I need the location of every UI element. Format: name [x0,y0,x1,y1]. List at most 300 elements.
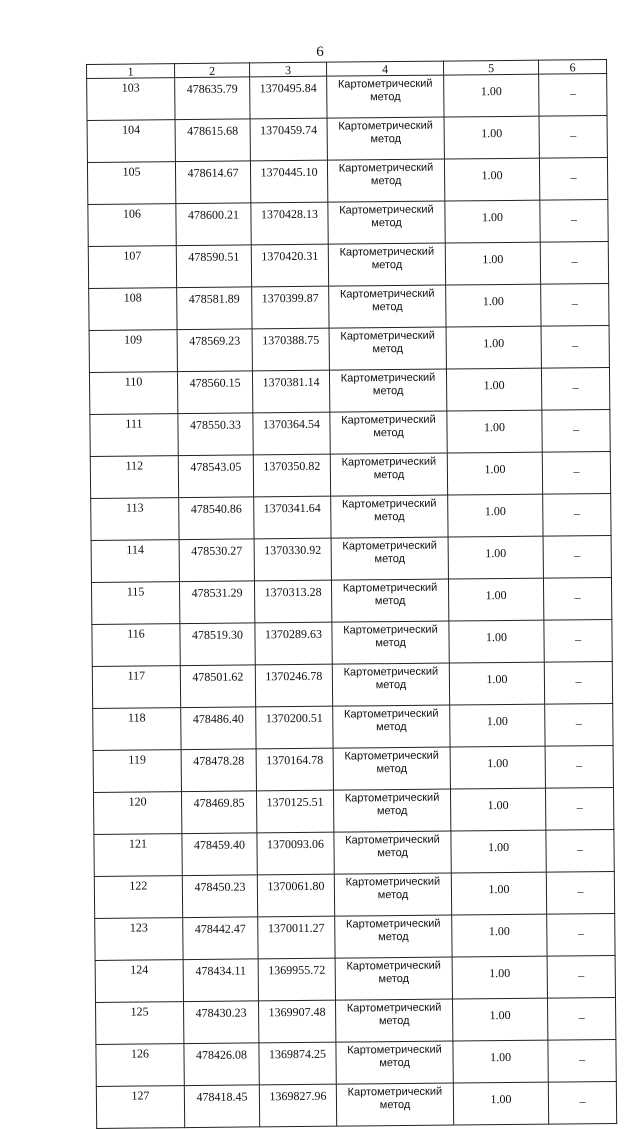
method-cell [331,537,448,580]
method-cell [332,621,449,664]
note-cell [539,157,607,200]
point-number-text: 106 [122,206,142,221]
method-text: Картометрический [342,539,437,553]
precision-cell [448,494,543,537]
x-coordinate-text: 478590.51 [188,249,240,265]
point-number-text: 103 [121,80,140,95]
x-coordinate-text: 478486.40 [192,711,244,727]
note-cell [541,367,609,410]
point-number-text: 117 [127,668,146,683]
method-cell [333,705,450,748]
method-text: Картометрический [341,455,437,469]
y-coordinate-text: 1370495.84 [259,80,317,96]
x-coordinate-text: 478434.11 [195,963,247,978]
y-coordinate-cell [250,160,327,203]
x-coordinate-cell [181,749,256,792]
x-coordinate-cell [178,413,253,456]
precision-cell [446,368,541,411]
precision-text: 1.00 [482,252,504,267]
x-coordinate-text: 478550.33 [189,417,242,433]
method-text: Картометрический [338,119,433,133]
point-number-text: 111 [125,416,143,431]
y-coordinate-cell [258,916,335,959]
precision-cell [446,326,541,369]
note-text: – [574,548,581,563]
method-text: Картометрический [344,749,439,763]
x-coordinate-cell [175,77,250,120]
precision-text: 1.00 [487,755,509,771]
method-text: Картометрический [347,1085,443,1099]
y-coordinate-cell [254,580,331,623]
note-cell [546,829,614,872]
method-text: Картометрический [347,1043,442,1057]
x-coordinate-text: 478614.67 [187,165,239,181]
method-cell [328,201,445,244]
method-cell [335,999,452,1042]
point-number-text: 114 [126,542,145,557]
x-coordinate-text: 478569.23 [189,333,241,349]
table-row [91,493,611,540]
y-coordinate-cell [254,496,331,539]
note-cell [545,703,613,746]
x-coordinate-text: 478635.79 [186,81,238,97]
precision-cell [453,1082,548,1125]
note-text: – [575,716,582,731]
method-text: Картометрический [345,833,440,847]
table-row [89,367,609,414]
x-coordinate-cell [183,917,258,960]
table-row [90,451,610,498]
point-number-cell [88,246,176,289]
method-cell [331,579,448,622]
method-cell [333,789,450,832]
method-cell [330,453,447,496]
x-coordinate-cell [179,539,254,582]
precision-text: 1.00 [490,1091,512,1107]
x-coordinate-cell [180,665,255,708]
x-coordinate-cell [176,203,251,246]
point-number-cell [90,456,178,499]
note-cell [548,1039,616,1082]
x-coordinate-cell [179,581,254,624]
y-coordinate-text: 1370246.78 [265,668,323,684]
note-text: – [578,968,585,983]
y-coordinate-cell [253,454,330,497]
y-coordinate-cell [259,1000,336,1043]
point-number-cell [90,414,178,457]
point-number-cell [87,120,175,163]
point-number-cell [93,792,181,835]
method-text: метод [375,678,407,692]
table-row [95,913,615,960]
x-coordinate-text: 478600.21 [187,207,240,223]
precision-text: 1.00 [480,84,502,99]
y-coordinate-cell [256,790,333,833]
precision-cell [444,116,539,159]
precision-cell [451,872,546,915]
note-text: – [576,800,583,815]
method-cell [329,327,446,370]
method-cell [327,159,444,202]
x-coordinate-cell [184,1043,259,1086]
precision-text: 1.00 [488,923,510,939]
precision-cell [448,578,543,621]
x-coordinate-cell [181,707,256,750]
point-number-text: 127 [131,1088,150,1103]
precision-cell [447,452,542,495]
note-text: – [577,884,584,899]
y-coordinate-cell [252,328,329,371]
y-coordinate-text: 1369955.72 [268,962,326,978]
method-text: метод [377,846,408,860]
x-coordinate-text: 478459.40 [193,837,246,852]
method-text: метод [372,300,403,314]
method-cell [336,1041,453,1084]
x-coordinate-text: 478469.85 [193,795,245,811]
precision-text: 1.00 [486,713,508,729]
method-text: метод [376,762,408,776]
precision-text: 1.00 [484,461,506,477]
note-text: – [575,674,582,689]
point-number-cell [95,918,183,961]
point-number-text: 120 [128,794,147,809]
precision-text: 1.00 [481,210,504,225]
precision-cell [452,956,547,999]
method-text: Картометрический [346,1001,442,1015]
note-cell [546,871,614,914]
method-text: метод [370,90,401,104]
x-coordinate-cell [181,791,256,834]
note-cell [540,241,608,284]
precision-cell [444,74,539,117]
method-text: Картометрический [346,959,441,973]
point-number-text: 125 [130,1004,149,1019]
x-coordinate-cell [182,875,257,918]
y-coordinate-cell [256,748,333,791]
y-coordinate-cell [255,664,332,707]
method-text: метод [376,804,408,818]
note-text: – [579,1052,586,1067]
method-cell [331,495,448,538]
method-text: Картометрический [339,203,434,217]
method-cell [328,243,445,286]
y-coordinate-text: 1370289.63 [264,626,323,642]
method-cell [336,1083,453,1126]
precision-text: 1.00 [481,168,503,183]
y-coordinate-text: 1370459.74 [260,122,318,138]
point-number-cell [93,708,181,751]
note-cell [545,745,613,788]
y-coordinate-text: 1369907.48 [268,1004,326,1020]
y-coordinate-text: 1370011.27 [267,920,325,936]
x-coordinate-text: 478519.30 [191,627,244,643]
table-row [91,577,611,624]
table-row [92,661,612,708]
method-cell [329,285,446,328]
page-number: 6 [316,44,324,60]
note-cell [539,74,607,117]
y-coordinate-text: 1370420.31 [261,248,319,264]
note-text: – [576,758,583,773]
table-row [89,325,609,372]
table-row [96,1081,616,1128]
precision-text: 1.00 [486,671,508,687]
method-cell [327,75,444,118]
method-text: Картометрический [340,371,436,385]
precision-cell [447,410,542,453]
y-coordinate-text: 1369827.96 [269,1088,327,1104]
precision-text: 1.00 [489,1049,512,1065]
note-text: – [577,926,584,941]
point-number-text: 122 [129,878,148,893]
note-text: – [570,128,577,143]
table-row [96,1039,616,1086]
x-coordinate-cell [175,161,250,204]
table-row [88,241,608,288]
method-text: Картометрический [343,665,439,679]
method-text: Картометрический [345,875,441,889]
point-number-cell [92,624,180,667]
point-number-cell [89,372,177,415]
x-coordinate-text: 478543.05 [190,459,242,475]
x-coordinate-cell [180,623,255,666]
point-number-cell [87,78,175,121]
table-row [87,116,607,163]
precision-cell [445,242,540,285]
y-coordinate-cell [253,412,330,455]
x-coordinate-text: 478530.27 [191,543,243,559]
note-cell [541,283,609,326]
y-coordinate-cell [255,622,332,665]
method-text: метод [376,720,407,734]
table-row [95,955,615,1002]
precision-cell [449,662,544,705]
coordinates-table [86,59,617,1129]
point-number-cell [96,1002,184,1045]
table-row [93,703,613,750]
point-number-text: 116 [127,626,145,641]
y-coordinate-text: 1370350.82 [263,458,321,474]
note-text: – [571,254,578,269]
point-number-text: 105 [122,164,141,179]
method-text: Картометрический [342,581,438,595]
y-coordinate-cell [259,1042,336,1085]
precision-cell [451,830,546,873]
point-number-cell [94,834,182,877]
method-text: Картометрический [345,917,441,931]
note-cell [541,325,609,368]
method-text: Картометрический [343,623,438,637]
method-text: метод [370,132,402,146]
x-coordinate-text: 478531.29 [191,585,243,601]
method-text: Картометрический [339,245,435,259]
y-coordinate-text: 1370364.54 [262,416,321,432]
precision-cell [444,158,539,201]
x-coordinate-text: 478418.45 [196,1089,248,1104]
point-number-cell [91,498,179,541]
point-number-cell [95,960,183,1003]
note-cell [543,493,611,536]
precision-cell [449,620,544,663]
point-number-cell [91,582,179,625]
precision-text: 1.00 [484,503,506,519]
column-header: 3 [249,62,326,77]
note-text: – [571,296,578,311]
y-coordinate-cell [252,370,329,413]
precision-text: 1.00 [483,335,505,351]
y-coordinate-cell [257,874,334,917]
precision-cell [446,284,541,327]
method-text: метод [372,342,404,356]
point-number-cell [89,288,177,331]
table-row [88,199,608,246]
y-coordinate-text: 1369874.25 [268,1046,327,1062]
x-coordinate-cell [178,455,253,498]
point-number-text: 123 [129,920,148,935]
method-text: метод [371,258,403,272]
x-coordinate-cell [184,1085,259,1128]
table-row [93,745,613,792]
precision-cell [450,788,545,831]
method-text: метод [377,888,409,902]
point-number-text: 109 [124,332,143,347]
method-cell [335,957,452,1000]
note-cell [547,997,615,1040]
precision-text: 1.00 [485,587,507,603]
point-number-cell [94,876,182,919]
x-coordinate-text: 478501.62 [192,669,244,685]
method-text: Картометрический [339,287,435,301]
y-coordinate-cell [254,538,331,581]
precision-text: 1.00 [482,294,504,309]
x-coordinate-text: 478426.08 [195,1047,248,1062]
precision-cell [452,914,547,957]
x-coordinate-cell [177,371,252,414]
column-header: 2 [175,63,250,78]
y-coordinate-text: 1370381.14 [262,374,320,390]
x-coordinate-text: 478442.47 [194,921,246,936]
method-text: метод [378,972,410,986]
precision-text: 1.00 [487,839,510,855]
y-coordinate-cell [259,1084,336,1127]
precision-text: 1.00 [488,881,510,897]
method-cell [334,831,451,874]
note-text: – [578,1010,585,1025]
y-coordinate-text: 1370341.64 [263,500,321,516]
y-coordinate-cell [251,202,328,245]
y-coordinate-text: 1370428.13 [260,206,319,222]
method-text: Картометрический [341,413,436,427]
method-text: метод [379,1098,411,1112]
x-coordinate-cell [177,287,252,330]
note-cell [542,409,610,452]
precision-text: 1.00 [483,377,505,393]
note-cell [547,913,615,956]
x-coordinate-cell [182,833,257,876]
precision-cell [450,746,545,789]
point-number-text: 112 [125,458,144,473]
method-text: метод [372,384,404,398]
table-row [93,787,613,834]
y-coordinate-cell [252,286,329,329]
precision-cell [450,704,545,747]
point-number-cell [93,750,181,793]
column-header: 5 [443,60,538,75]
x-coordinate-text: 478450.23 [194,879,246,894]
table-row [87,157,607,204]
coordinates-table-wrapper [86,59,616,1129]
method-text: метод [374,510,405,524]
point-number-cell [87,162,175,205]
table-row [94,829,614,876]
point-number-text: 119 [128,752,147,767]
x-coordinate-text: 478478.28 [193,753,245,769]
point-number-cell [96,1086,184,1129]
method-text: Картометрический [337,77,433,91]
precision-text: 1.00 [489,965,511,981]
note-text: – [569,86,576,101]
column-header: 1 [87,64,175,79]
y-coordinate-cell [251,244,328,287]
note-text: – [576,842,584,857]
precision-text: 1.00 [487,797,509,813]
precision-cell [445,200,540,243]
point-number-cell [88,204,176,247]
point-number-cell [91,540,179,583]
note-text: – [572,422,580,437]
method-text: Картометрический [338,161,434,175]
precision-text: 1.00 [489,1007,511,1023]
method-cell [330,411,447,454]
note-text: – [579,1094,586,1109]
table-row [92,619,612,666]
point-number-cell [96,1044,184,1087]
note-cell [539,116,607,159]
note-cell [542,451,610,494]
method-cell [332,663,449,706]
y-coordinate-cell [258,958,335,1001]
note-cell [548,1081,616,1124]
method-text: Картометрический [340,329,435,343]
method-text: Картометрический [343,707,439,721]
precision-text: 1.00 [485,629,508,645]
column-header: 6 [538,60,606,75]
note-text: – [573,464,580,479]
note-cell [540,199,608,242]
note-text: – [574,632,582,647]
precision-cell [452,998,547,1041]
y-coordinate-cell [256,706,333,749]
table-row [90,409,610,456]
y-coordinate-text: 1370313.28 [264,584,322,600]
table-row [87,74,607,121]
method-cell [335,915,452,958]
method-text: метод [378,1014,410,1028]
method-text: метод [375,636,406,650]
method-cell [333,747,450,790]
x-coordinate-cell [177,329,252,372]
point-number-text: 118 [127,710,146,725]
note-cell [545,787,613,830]
point-number-text: 113 [125,500,144,515]
point-number-text: 126 [130,1046,150,1061]
table-row [91,535,611,582]
note-cell [547,955,615,998]
method-text: метод [373,468,405,482]
y-coordinate-text: 1370093.06 [266,836,325,852]
method-text: Картометрический [344,791,440,805]
note-text: – [574,590,581,605]
